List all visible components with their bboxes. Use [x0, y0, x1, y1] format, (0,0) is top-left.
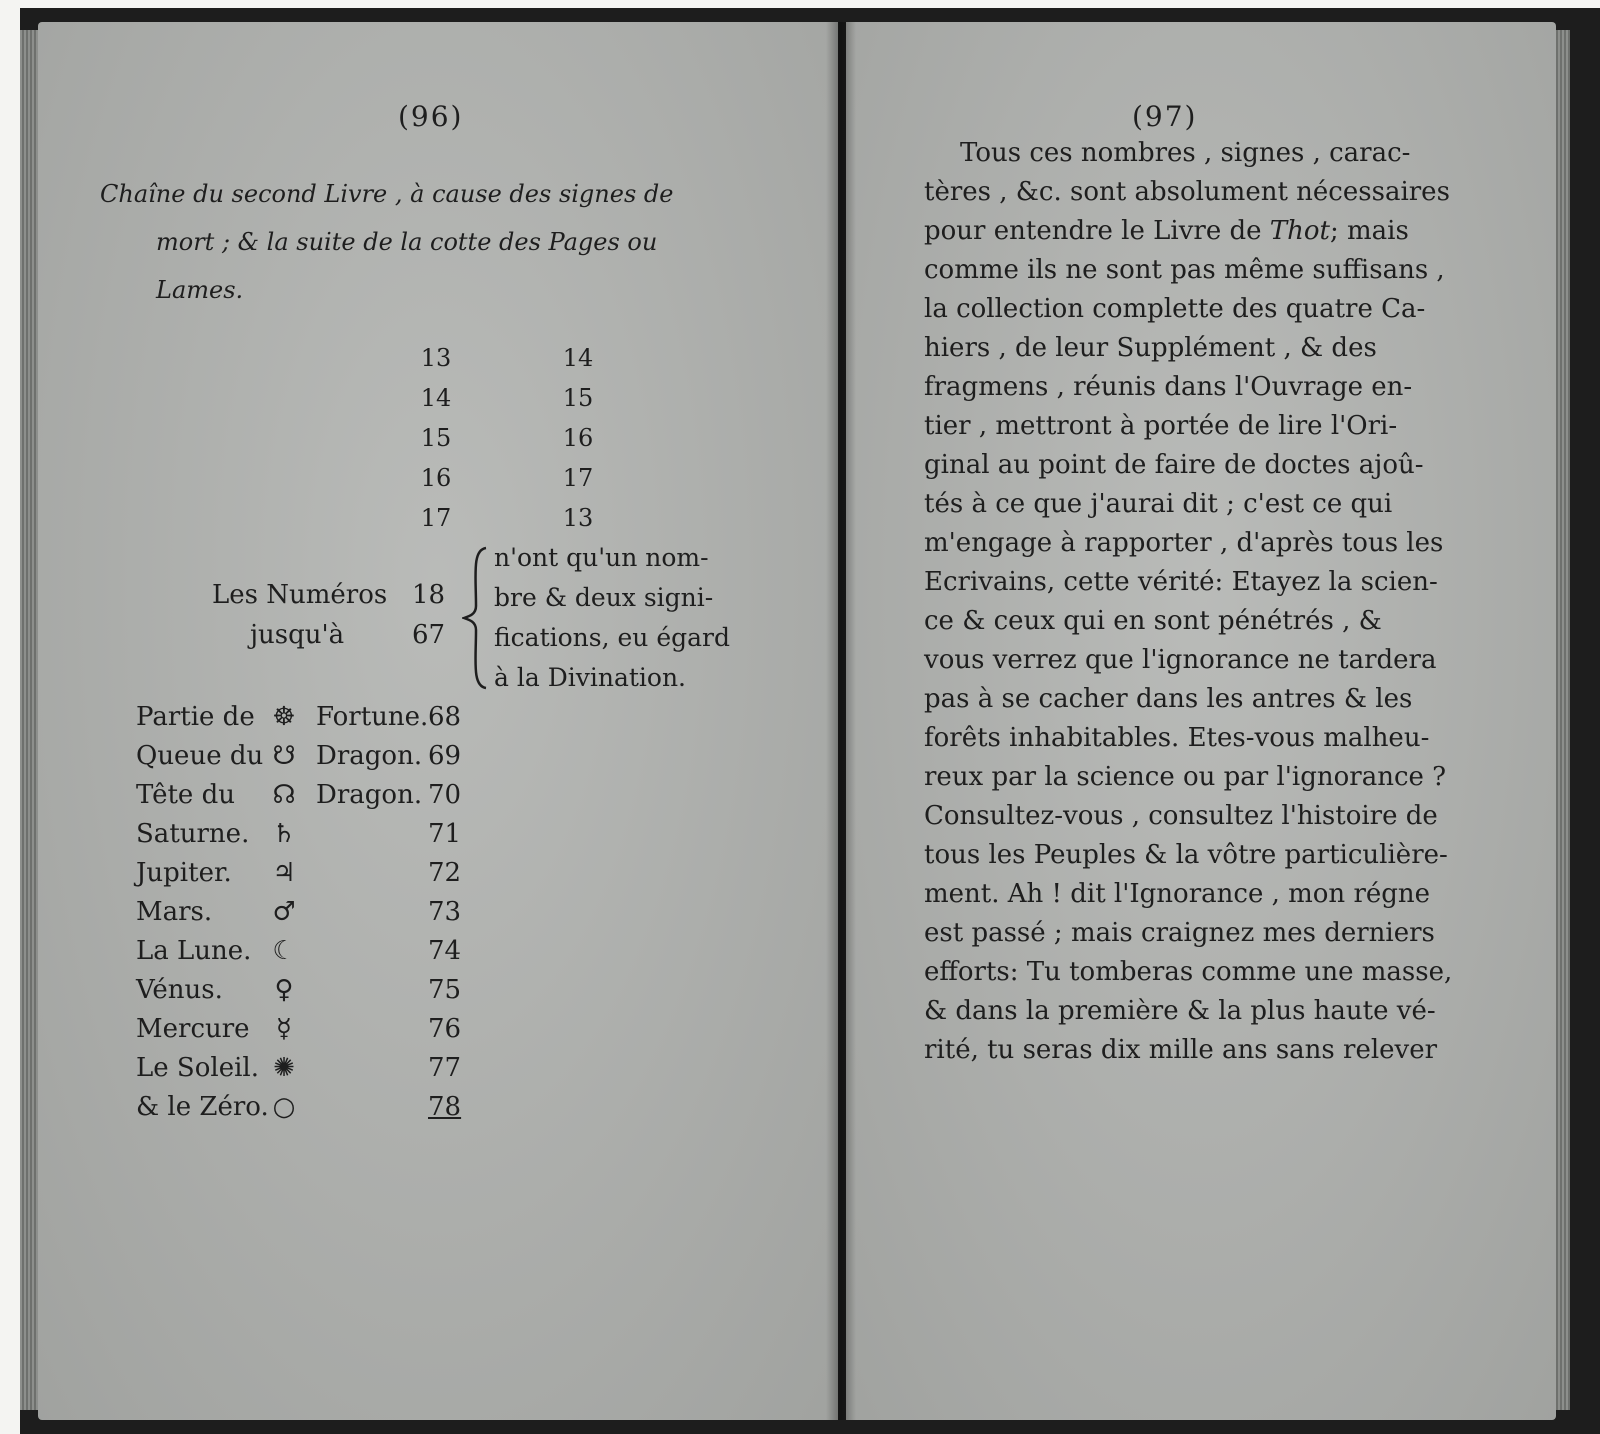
planet-suffix: Dragon. [316, 741, 423, 771]
text-line: tous les Peuples & la vôtre particulière- [924, 840, 1448, 870]
text-line [924, 212, 1444, 251]
number-cell: 17 [562, 464, 594, 492]
text-line: hiers , de leur Supplément , & des [924, 333, 1377, 363]
planet-row [136, 1049, 556, 1088]
planet-name: Tête du [136, 780, 235, 810]
number-cell: 15 [420, 424, 452, 452]
sun-icon: ✺ [273, 1053, 295, 1083]
text-line: rité, tu seras dix mille ans sans relever [924, 1035, 1438, 1065]
text-line: m'engage à rapporter , d'après tous les [924, 528, 1444, 558]
text-line: reux par la science ou par l'ignorance ? [924, 762, 1447, 792]
text-line: forêts inhabitables. Etes-vous malheu- [924, 723, 1430, 753]
right-page-number: (97) [1132, 100, 1198, 133]
number-cell: 13 [420, 344, 452, 372]
text-line: fragmens , réunis dans l'Ouvrage en- [924, 372, 1413, 402]
text-line: ce & ceux qui en sont pénétrés , & [924, 606, 1382, 636]
part-of-fortune-icon: ☸ [272, 702, 296, 732]
planet-name: Partie de [136, 702, 255, 732]
text-line: pas à se cacher dans les antres & les [924, 684, 1413, 714]
planet-row [136, 698, 556, 737]
planet-name: La Lune. [136, 936, 252, 966]
number-cell: 16 [420, 464, 452, 492]
planet-row [136, 1010, 556, 1049]
planet-row [136, 854, 556, 893]
number-cell: 14 [420, 384, 452, 412]
planet-name: Mercure [136, 1014, 250, 1044]
planet-name: & le Zéro. [136, 1092, 269, 1122]
planet-list [136, 698, 556, 1127]
number-cell: 16 [562, 424, 594, 452]
heading-line: mort ; & la suite de la cotte des Pages ou [156, 228, 658, 256]
text-line: Tous ces nombres , signes , carac- [960, 138, 1411, 168]
left-page-heading [100, 170, 750, 314]
right-page-body [924, 134, 1453, 1070]
text-line: ginal au point de faire de doctes ajoû- [924, 450, 1424, 480]
planet-row [136, 1088, 556, 1127]
planet-name: Saturne. [136, 819, 250, 849]
planet-number: 73 [428, 897, 462, 927]
mars-icon: ♂ [272, 897, 296, 927]
range-to-label: jusqu'à [250, 620, 345, 650]
planet-name: Vénus. [136, 975, 223, 1005]
number-cell: 17 [420, 504, 452, 532]
moon-icon: ☾ [272, 936, 296, 966]
mercury-icon: ☿ [276, 1014, 292, 1044]
brace-note-line: bre & deux signi- [494, 583, 714, 612]
number-cell: 15 [562, 384, 594, 412]
text-line: efforts: Tu tomberas comme une masse, [924, 957, 1453, 987]
range-from-number: 18 [412, 580, 446, 610]
text-line: la collection complette des quatre Ca- [924, 294, 1426, 324]
heading-line: Lames. [156, 276, 244, 304]
planet-number: 72 [428, 858, 462, 888]
text-line: & dans la première & la plus haute vé- [924, 996, 1436, 1026]
dragon-tail-icon: ☋ [272, 741, 296, 771]
italic-title: Thot [1269, 216, 1330, 246]
number-cell: 13 [562, 504, 594, 532]
right-page-edges [1556, 30, 1570, 1410]
text-line: tères , &c. sont absolument nécessaires [924, 177, 1450, 207]
planet-row [136, 815, 556, 854]
planet-number: 76 [428, 1014, 462, 1044]
dragon-head-icon: ☊ [272, 780, 296, 810]
planet-row [136, 893, 556, 932]
range-to-number: 67 [412, 620, 446, 650]
number-column-2 [548, 338, 608, 538]
brace-note-line: fications, eu égard [494, 623, 730, 652]
range-label: Les Numéros [212, 580, 388, 610]
text-line: tier , mettront à portée de lire l'Ori- [924, 411, 1398, 441]
planet-number: 69 [428, 741, 462, 771]
planet-number: 70 [428, 780, 462, 810]
planet-number: 71 [428, 819, 462, 849]
brace-note-line: n'ont qu'un nom- [494, 543, 709, 572]
planet-row [136, 932, 556, 971]
text-fragment: pour entendre le Livre de [924, 216, 1270, 246]
brace-note [494, 538, 754, 698]
planet-number: 68 [428, 702, 462, 732]
planet-row [136, 776, 556, 815]
curly-brace-icon [462, 546, 490, 690]
planet-number: 78 [428, 1092, 462, 1122]
left-page-edges [20, 30, 38, 1410]
planet-name: Queue du [136, 741, 264, 771]
number-cell: 14 [562, 344, 594, 372]
planet-name: Le Soleil. [136, 1053, 259, 1083]
left-page-number: (96) [398, 100, 464, 133]
text-line: ment. Ah ! dit l'Ignorance , mon régne [924, 879, 1431, 909]
text-line: Consultez-vous , consultez l'histoire de [924, 801, 1438, 831]
text-line: est passé ; mais craignez mes derniers [924, 918, 1435, 948]
book-gutter [826, 22, 856, 1420]
text-line: Ecrivains, cette vérité: Etayez la scien- [924, 567, 1438, 597]
planet-name: Jupiter. [136, 858, 232, 888]
venus-icon: ♀ [274, 975, 294, 1005]
text-line: vous verrez que l'ignorance ne tardera [924, 645, 1437, 675]
text-line: comme ils ne sont pas même suffisans , [924, 255, 1445, 285]
planet-suffix: Fortune. [316, 702, 429, 732]
planet-row [136, 971, 556, 1010]
planet-row [136, 737, 556, 776]
planet-number: 74 [428, 936, 462, 966]
jupiter-icon: ♃ [272, 858, 296, 888]
planet-number: 75 [428, 975, 462, 1005]
saturn-icon: ♄ [272, 819, 296, 849]
planet-number: 77 [428, 1053, 462, 1083]
text-line: tés à ce que j'aurai dit ; c'est ce qui [924, 489, 1393, 519]
heading-line: Chaîne du second Livre , à cause des signes de [100, 180, 674, 208]
brace-note-line: à la Divination. [494, 663, 687, 692]
planet-suffix: Dragon. [316, 780, 423, 810]
text-fragment: ; mais [1330, 216, 1409, 246]
zero-circle-icon: ○ [272, 1092, 296, 1122]
planet-name: Mars. [136, 897, 213, 927]
number-column-1 [406, 338, 466, 538]
